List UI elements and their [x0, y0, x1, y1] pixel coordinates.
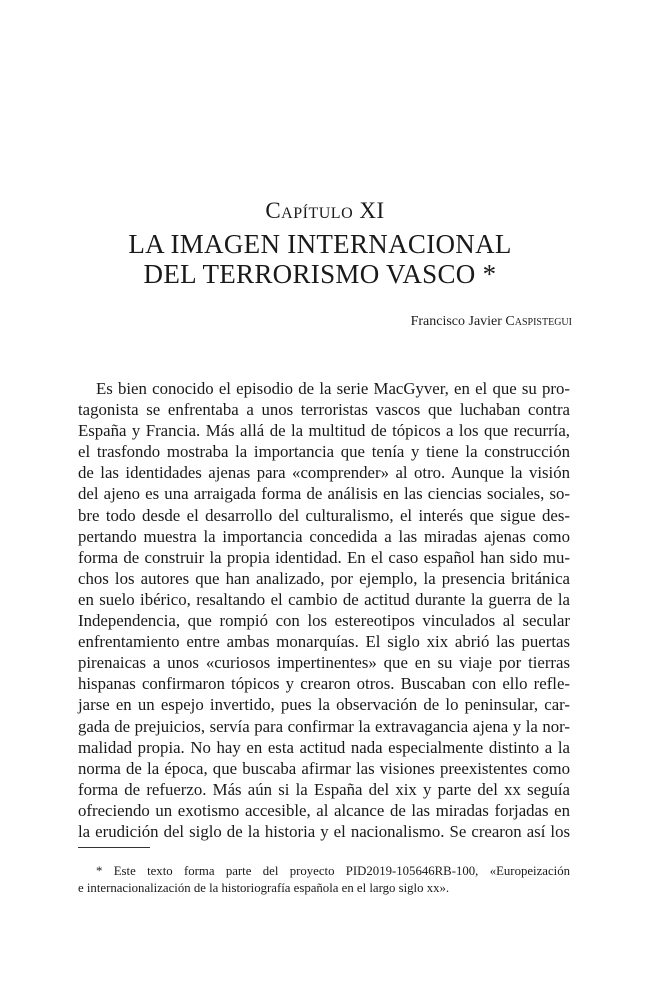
- body-line: del ajeno es una arraigada forma de análisis en las ciencias sociales, so-: [78, 484, 570, 504]
- body-line: el trasfondo mostraba la importancia que tenía y tiene la construcción: [78, 442, 570, 462]
- body-line: chos los autores que han analizado, por ejemplo, la presencia británica: [78, 568, 570, 588]
- body-line: Independencia, que rompió con los estereotipos vinculados al secular: [78, 611, 570, 631]
- title-line-1: LA IMAGEN INTERNACIONAL: [128, 229, 512, 259]
- body-line: forma de refuerzo. Más aún si la España del xix y parte del xx seguía: [78, 779, 570, 799]
- chapter-number: Capítulo XI: [265, 198, 385, 223]
- body-line: hispanas confirmaron tópicos y crearon otros. Buscaban con ello refle-: [78, 674, 570, 694]
- body-line: tagonista se enfrentaba a unos terroristas vascos que luchaban contra: [78, 400, 570, 420]
- body-line: Es bien conocido el episodio de la serie MacGyver, en el que su pro-: [96, 379, 570, 398]
- body-line: norma de la época, que buscaba afirmar las visiones preexistentes como: [78, 758, 570, 778]
- footnote-line-2: e internacionalización de la historiografía española en el largo siglo xx».: [78, 881, 450, 895]
- chapter-title: [60, 229, 580, 289]
- body-line: de las identidades ajenas para «comprender» al otro. Aunque la visión: [78, 463, 570, 483]
- body-line: malidad propia. No hay en esta actitud nada especialmente distinto a la: [78, 737, 570, 757]
- footnote-line-1: * Este texto forma parte del proyecto PID2019-105646RB-100, «Europeización: [96, 864, 570, 878]
- body-line: jarse en un espejo invertido, pues la observación de lo peninsular, car-: [78, 695, 570, 715]
- title-line-2: DEL TERRORISMO VASCO *: [143, 259, 497, 289]
- author-given-name: Francisco Javier: [410, 314, 506, 329]
- body-paragraph: [78, 378, 570, 842]
- body-line: la erudición del siglo de la historia y el nacionalismo. Se crearon así los: [78, 821, 570, 841]
- footnote: [78, 863, 570, 897]
- body-line: forma de construir la propia identidad. En el caso español han sido mu-: [78, 547, 570, 567]
- body-line: España y Francia. Más allá de la multitud de tópicos a los que recurría,: [78, 421, 570, 441]
- body-line: gada de prejuicios, servía para confirmar la extravagancia ajena y la nor-: [78, 716, 570, 736]
- body-line: enfrentamiento entre ambas monarquías. El siglo xix abrió las puertas: [78, 632, 570, 652]
- footnote-divider: [78, 847, 150, 848]
- body-line: en suelo ibérico, resaltando el cambio de actitud durante la guerra de la: [78, 589, 570, 609]
- body-line: pertando muestra la importancia concedida a las miradas ajenas como: [78, 526, 570, 546]
- body-line: ofreciendo un exotismo accesible, al alcance de las miradas forjadas en: [78, 800, 570, 820]
- author-name: [411, 314, 572, 330]
- author-surname: Caspistegui: [505, 314, 572, 329]
- body-line: bre todo desde el desarrollo del culturalismo, el interés que sigue des-: [78, 505, 570, 525]
- chapter-label: [0, 198, 650, 224]
- body-line: pirenaicas a unos «curiosos impertinentes» que en su viaje por tierras: [78, 653, 570, 673]
